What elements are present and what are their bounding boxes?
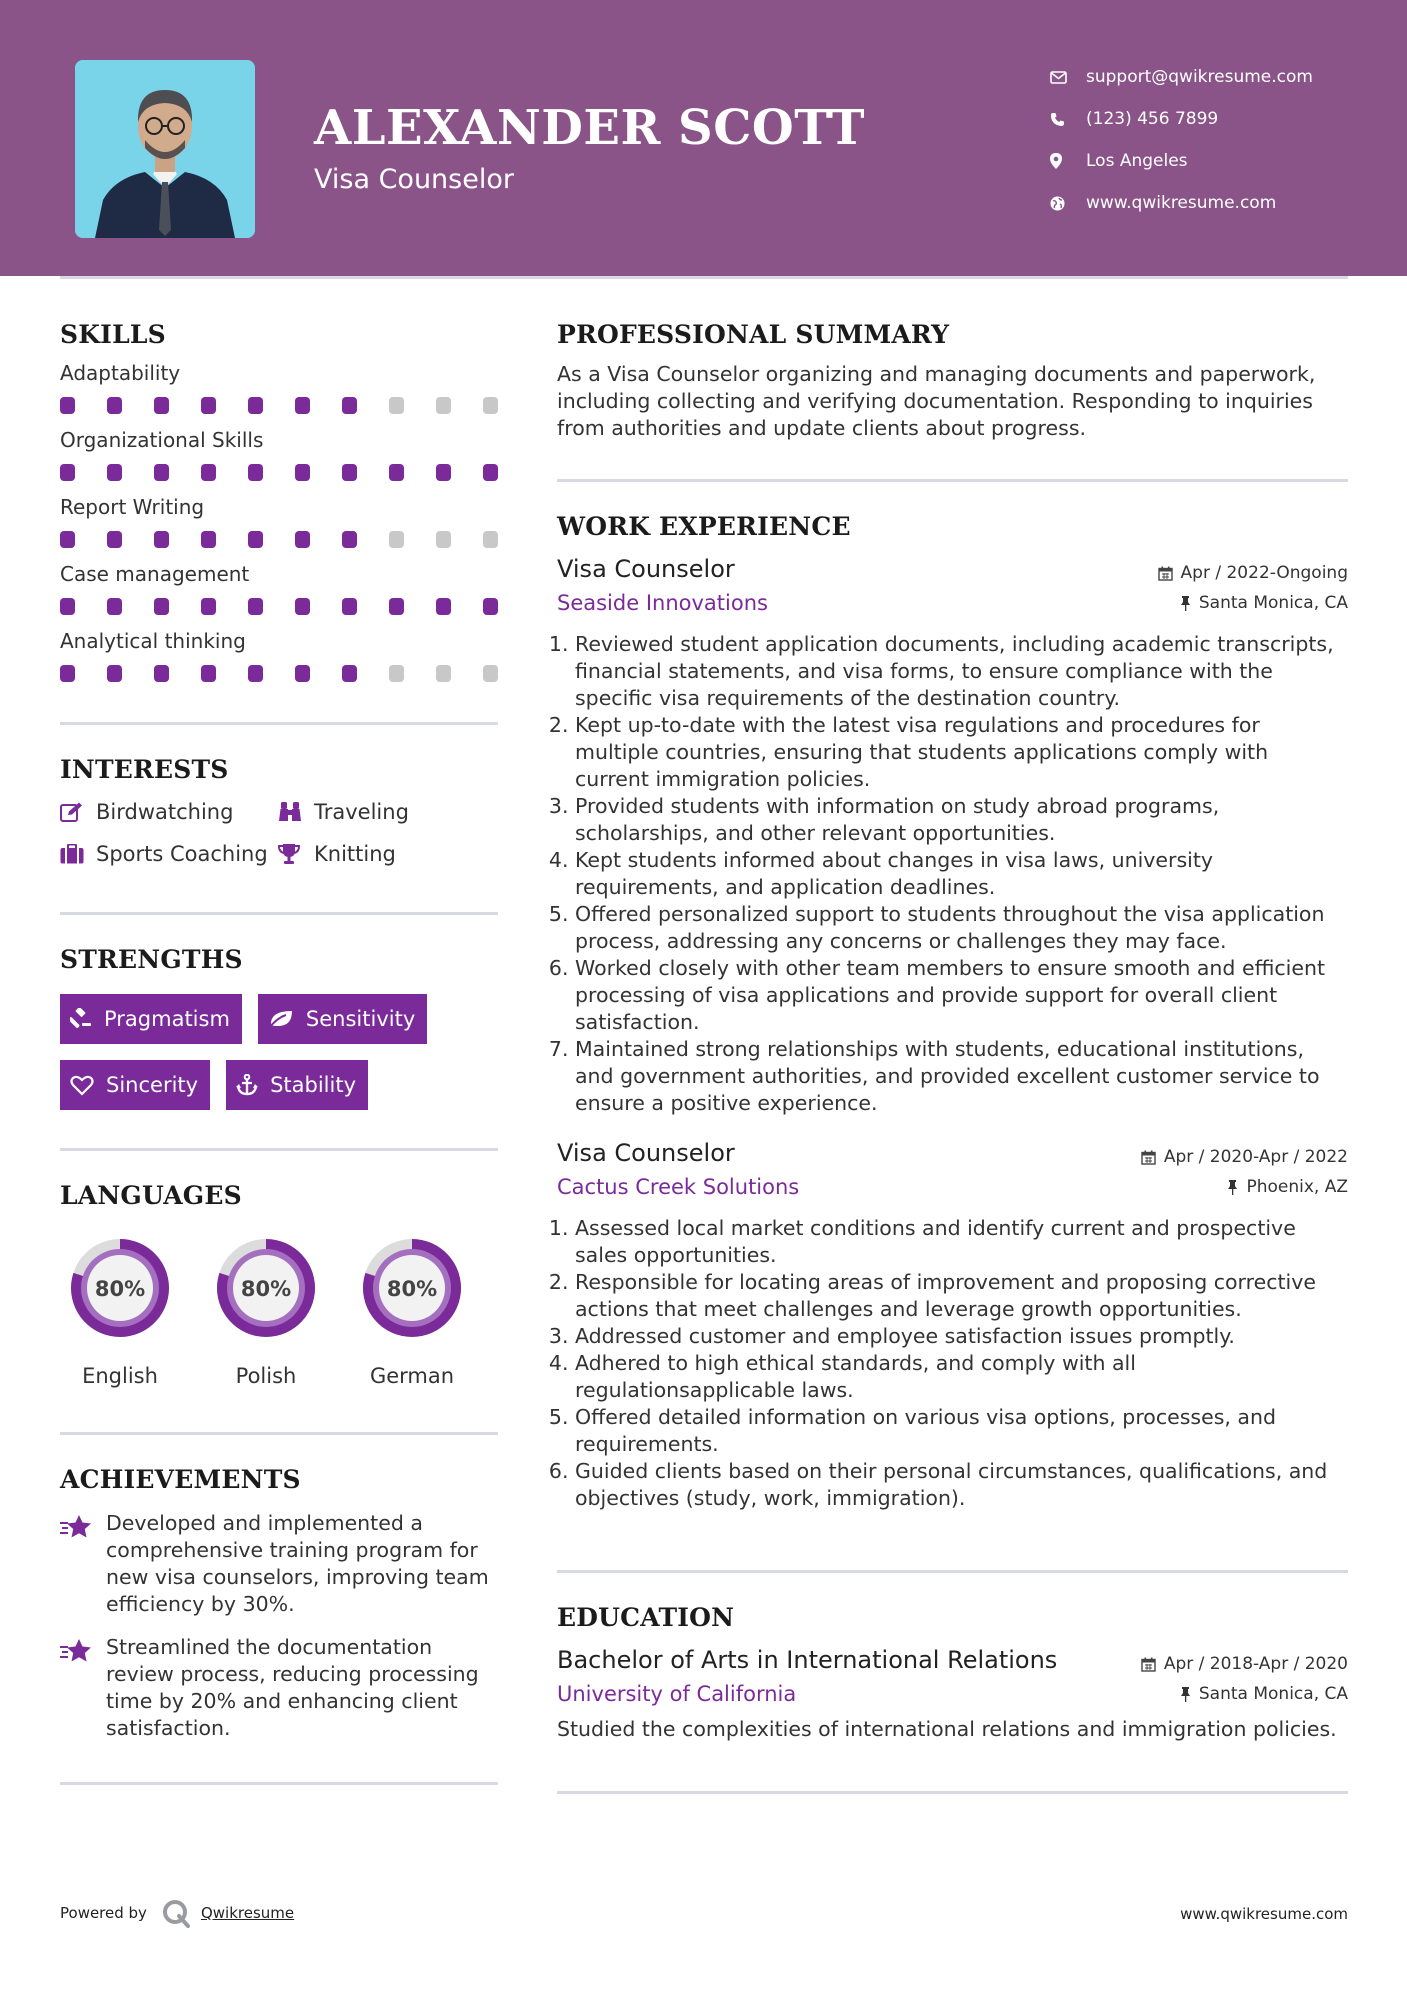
rating-dot-filled: [107, 665, 122, 682]
job-date: [1158, 563, 1348, 583]
binoculars-icon: [278, 801, 314, 823]
interest-label: Birdwatching: [96, 800, 234, 824]
rating-dot-filled: [248, 531, 263, 548]
education-heading: EDUCATION: [557, 1603, 735, 1632]
duty-item: 5. Offered personalized support to students throughout the visa application process, addressing any concerns or challenges they may face.: [575, 901, 1348, 955]
skill-rating: [60, 598, 498, 615]
powered-by-text: Powered by: [60, 1904, 147, 1922]
contact-website[interactable]: [1050, 182, 1390, 224]
company-name: Cactus Creek Solutions: [557, 1175, 800, 1199]
rating-dot-filled: [201, 397, 216, 414]
skill-name: Report Writing: [60, 495, 205, 519]
rating-dot-filled: [436, 598, 451, 615]
section-divider: [557, 1570, 1348, 1573]
duty-item: 1. Assessed local market conditions and identify current and prospective sales opportunities.: [575, 1215, 1348, 1269]
job-date: [1141, 1147, 1348, 1167]
rating-dot-filled: [248, 665, 263, 682]
section-divider: [557, 479, 1348, 482]
skill-rating: [60, 464, 498, 481]
contact-phone-text: (123) 456 7899: [1086, 109, 1219, 129]
duty-item: 6. Worked closely with other team members to ensure smooth and efficient processing of visa applications and provide support for overall client satisfaction.: [575, 955, 1348, 1036]
rating-dot-filled: [483, 598, 498, 615]
skill-item: [60, 361, 498, 414]
rating-dot-filled: [342, 464, 357, 481]
duty-item: 3. Addressed customer and employee satisfaction issues promptly.: [575, 1323, 1348, 1350]
phone-icon: [1050, 112, 1086, 127]
interest-label: Sports Coaching: [96, 842, 268, 866]
skill-name: Analytical thinking: [60, 629, 246, 653]
job-location: [1227, 1177, 1348, 1197]
rating-dot-filled: [60, 665, 75, 682]
rating-dot-filled: [248, 397, 263, 414]
calendar-icon: [1141, 1150, 1156, 1165]
rating-dot-empty: [483, 665, 498, 682]
rating-dot-filled: [248, 598, 263, 615]
job-duties: [557, 631, 1348, 1117]
rating-dot-filled: [154, 665, 169, 682]
rating-dot-empty: [436, 397, 451, 414]
duty-item: 4. Adhered to high ethical standards, and comply with all regulationsapplicable laws.: [575, 1350, 1348, 1404]
rating-dot-filled: [436, 464, 451, 481]
rating-dot-filled: [154, 397, 169, 414]
strength-label: Pragmatism: [104, 1007, 230, 1031]
achievement-text: Developed and implemented a comprehensive training program for new visa counselors, improving team efficiency by 30%.: [106, 1511, 489, 1616]
skill-rating: [60, 397, 498, 414]
strength-label: Sensitivity: [305, 1007, 416, 1031]
rating-dot-filled: [201, 464, 216, 481]
candidate-name: ALEXANDER SCOTT: [314, 100, 865, 156]
rating-dot-filled: [154, 598, 169, 615]
footer-website[interactable]: www.qwikresume.com: [1180, 1905, 1348, 1923]
language-percent: 80%: [386, 1277, 438, 1301]
anchor-icon: [236, 1074, 258, 1096]
achievement-item: [60, 1510, 498, 1618]
language-percent: 80%: [94, 1277, 146, 1301]
duty-item: 5. Offered detailed information on various visa options, processes, and requirements.: [575, 1404, 1348, 1458]
education-description: Studied the complexities of international relations and immigration policies.: [557, 1717, 1337, 1741]
interests-heading: INTERESTS: [60, 755, 229, 784]
rating-dot-filled: [201, 665, 216, 682]
skill-name: Adaptability: [60, 361, 181, 385]
contact-list: [1050, 56, 1390, 224]
degree-title: Bachelor of Arts in International Relations: [557, 1646, 1058, 1674]
rating-dot-filled: [201, 598, 216, 615]
rating-dot-empty: [389, 397, 404, 414]
interest-item: [60, 800, 278, 824]
calendar-icon: [1141, 1657, 1156, 1672]
contact-email[interactable]: [1050, 56, 1390, 98]
achievement-item: [60, 1634, 498, 1742]
skills-heading: SKILLS: [60, 320, 166, 349]
rating-dot-empty: [389, 531, 404, 548]
candidate-title: Visa Counselor: [314, 164, 514, 195]
section-divider: [60, 722, 498, 725]
rating-dot-filled: [60, 397, 75, 414]
contact-location: [1050, 140, 1390, 182]
contact-phone[interactable]: [1050, 98, 1390, 140]
resume-header: [0, 0, 1407, 276]
achievement-text: Streamlined the documentation review process, reducing processing time by 20% and enhancing client satisfaction.: [106, 1635, 479, 1740]
language-item: [206, 1228, 326, 1388]
map-marker-icon: [1050, 153, 1086, 169]
skill-name: Organizational Skills: [60, 428, 264, 452]
qwikresume-logo-icon: [161, 1898, 191, 1928]
strength-badge: [226, 1060, 368, 1110]
footer-powered-by: [60, 1898, 294, 1928]
education-location: [1180, 1684, 1348, 1704]
strength-badge: [60, 1060, 210, 1110]
skill-item: [60, 629, 498, 682]
rating-dot-empty: [483, 531, 498, 548]
pin-icon: [1180, 596, 1191, 611]
strength-badge: [60, 994, 242, 1044]
summary-text: As a Visa Counselor organizing and managing documents and paperwork, including collecting and verifying documentation. Responding to inquiries from authorities and update clients about progress.: [557, 362, 1316, 440]
language-item: [60, 1228, 180, 1388]
strength-label: Stability: [270, 1073, 357, 1097]
rating-dot-filled: [342, 531, 357, 548]
strength-label: Sincerity: [106, 1073, 199, 1097]
skill-item: [60, 428, 498, 481]
strength-badge: [258, 994, 427, 1044]
rating-dot-filled: [60, 598, 75, 615]
heart-icon: [70, 1075, 94, 1096]
summary-heading: PROFESSIONAL SUMMARY: [557, 320, 950, 349]
rating-dot-empty: [436, 665, 451, 682]
star-icon: [60, 1510, 106, 1618]
languages-heading: LANGUAGES: [60, 1181, 242, 1210]
job-entry: [557, 1139, 1348, 1512]
job-entry: [557, 555, 1348, 1117]
rating-dot-filled: [60, 464, 75, 481]
job-date-text: Apr / 2022-Ongoing: [1180, 563, 1348, 583]
interests-list: [60, 800, 498, 866]
education-location-text: Santa Monica, CA: [1198, 1684, 1348, 1704]
skills-list: [60, 361, 498, 682]
rating-dot-filled: [295, 531, 310, 548]
right-column: [557, 320, 1348, 1794]
work-experience-heading: WORK EXPERIENCE: [557, 512, 851, 541]
envelope-icon: [1050, 71, 1086, 84]
rating-dot-empty: [483, 397, 498, 414]
contact-email-text: support@qwikresume.com: [1086, 67, 1313, 87]
language-progress-ring: [206, 1228, 326, 1348]
contact-website-text: www.qwikresume.com: [1086, 193, 1277, 213]
skill-rating: [60, 531, 498, 548]
rating-dot-filled: [295, 598, 310, 615]
interest-item: [60, 842, 278, 866]
education-date: [1141, 1654, 1348, 1674]
rating-dot-empty: [436, 531, 451, 548]
left-column: [60, 320, 498, 1785]
rating-dot-filled: [107, 531, 122, 548]
duty-item: 4. Kept students informed about changes in visa laws, university requirements, and application deadlines.: [575, 847, 1348, 901]
job-title: Visa Counselor: [557, 555, 735, 583]
job-title: Visa Counselor: [557, 1139, 735, 1167]
rating-dot-filled: [107, 397, 122, 414]
language-name: German: [369, 1364, 455, 1388]
section-divider: [60, 1782, 498, 1785]
star-icon: [60, 1634, 106, 1742]
language-name: English: [82, 1364, 158, 1388]
pin-icon: [1227, 1180, 1238, 1195]
leaf-icon: [268, 1009, 294, 1029]
rating-dot-filled: [483, 464, 498, 481]
header-divider: [60, 276, 1348, 279]
rating-dot-filled: [201, 531, 216, 548]
language-progress-ring: [352, 1228, 472, 1348]
interest-item: [278, 800, 498, 824]
duty-item: 7. Maintained strong relationships with students, educational institutions, and government authorities, and provided excellent customer service to ensure a positive experience.: [575, 1036, 1348, 1117]
company-name: Seaside Innovations: [557, 591, 768, 615]
skill-item: [60, 562, 498, 615]
rating-dot-filled: [295, 464, 310, 481]
languages-list: [60, 1228, 498, 1388]
globe-icon: [1050, 196, 1086, 211]
rating-dot-filled: [342, 598, 357, 615]
education-date-text: Apr / 2018-Apr / 2020: [1163, 1654, 1348, 1674]
edit-icon: [60, 802, 96, 822]
section-divider: [60, 1148, 498, 1151]
language-item: [352, 1228, 472, 1388]
achievements-list: [60, 1510, 498, 1742]
section-divider: [557, 1791, 1348, 1794]
section-divider: [60, 1432, 498, 1435]
language-percent: 80%: [240, 1277, 292, 1301]
rating-dot-empty: [389, 665, 404, 682]
rating-dot-filled: [154, 531, 169, 548]
duty-item: 2. Responsible for locating areas of improvement and proposing corrective actions that meet challenges and leverage growth opportunities.: [575, 1269, 1348, 1323]
strengths-list: [60, 994, 498, 1110]
trophy-icon: [278, 843, 314, 865]
achievements-heading: ACHIEVEMENTS: [60, 1465, 301, 1494]
skill-rating: [60, 665, 498, 682]
rating-dot-filled: [248, 464, 263, 481]
section-divider: [60, 912, 498, 915]
job-location-text: Santa Monica, CA: [1198, 593, 1348, 613]
rating-dot-filled: [107, 464, 122, 481]
job-location-text: Phoenix, AZ: [1246, 1177, 1348, 1197]
briefcase-icon: [60, 844, 96, 864]
job-location: [1180, 593, 1348, 613]
profile-photo: [75, 60, 255, 238]
rating-dot-filled: [389, 598, 404, 615]
contact-location-text: Los Angeles: [1086, 151, 1188, 171]
rating-dot-filled: [295, 397, 310, 414]
calendar-icon: [1158, 566, 1173, 581]
job-date-text: Apr / 2020-Apr / 2022: [1163, 1147, 1348, 1167]
skill-name: Case management: [60, 562, 250, 586]
language-progress-ring: [60, 1228, 180, 1348]
duty-item: 6. Guided clients based on their personal circumstances, qualifications, and objectives (study, work, immigration).: [575, 1458, 1348, 1512]
duty-item: 2. Kept up-to-date with the latest visa regulations and procedures for multiple countries, ensuring that students applications comply with current immigration policies.: [575, 712, 1348, 793]
strengths-heading: STRENGTHS: [60, 945, 243, 974]
interest-label: Knitting: [314, 842, 396, 866]
interest-item: [278, 842, 498, 866]
rating-dot-filled: [60, 531, 75, 548]
qwikresume-link[interactable]: Qwikresume: [200, 1904, 295, 1922]
school-name: University of California: [557, 1682, 797, 1706]
rating-dot-filled: [295, 665, 310, 682]
rating-dot-filled: [342, 665, 357, 682]
rating-dot-filled: [342, 397, 357, 414]
rating-dot-filled: [107, 598, 122, 615]
skill-item: [60, 495, 498, 548]
education-entry: [557, 1646, 1348, 1743]
interest-label: Traveling: [314, 800, 409, 824]
language-name: Polish: [235, 1364, 297, 1388]
rating-dot-filled: [154, 464, 169, 481]
duty-item: 1. Reviewed student application documents, including academic transcripts, financial statements, and visa forms, to ensure compliance with the specific visa requirements of the destination country.: [575, 631, 1348, 712]
job-duties: [557, 1215, 1348, 1512]
gavel-icon: [70, 1008, 92, 1030]
duty-item: 3. Provided students with information on study abroad programs, scholarships, and other relevant opportunities.: [575, 793, 1348, 847]
pin-icon: [1180, 1687, 1191, 1702]
rating-dot-filled: [389, 464, 404, 481]
